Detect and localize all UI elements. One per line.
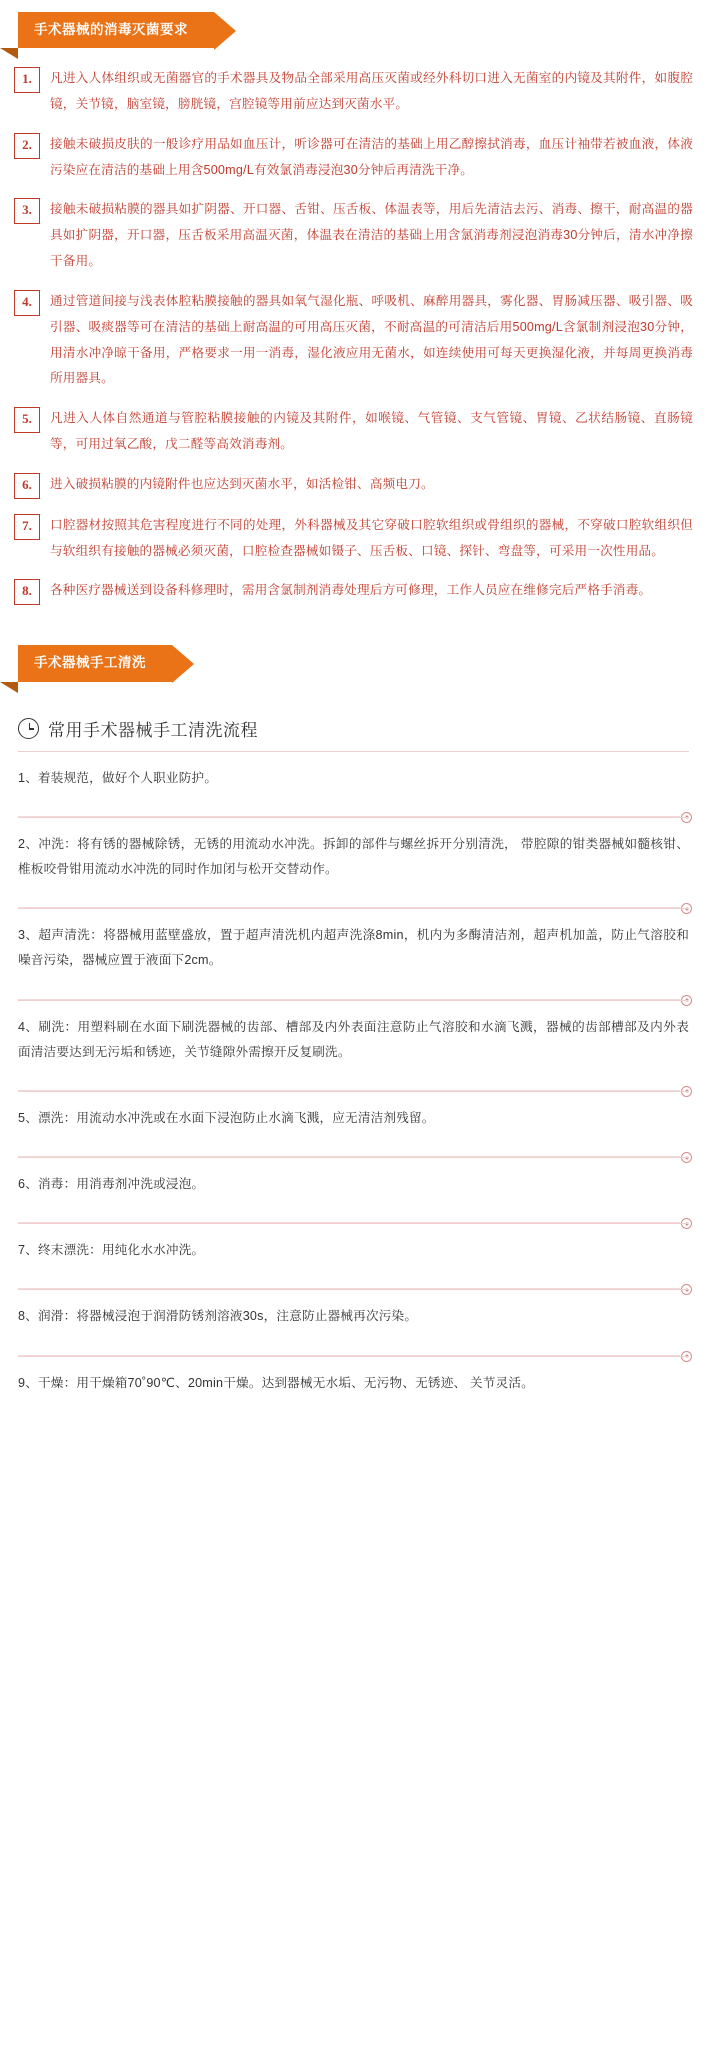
list-item-text: 接触未破损皮肤的一般诊疗用品如血压计，听诊器可在清洁的基础上用乙醇擦拭消毒，血压计袖带若被血液，体液污染应在清洁的基础上用含500mg/L有效氯消毒浸泡30分钟后再清洗干净。: [50, 136, 693, 177]
step-item: [18, 751, 689, 817]
list-item-number: [14, 407, 40, 433]
step-text: 6、消毒：用消毒剂冲洗或浸泡。: [18, 1177, 205, 1192]
list-item: [14, 578, 693, 605]
list-item: [14, 66, 693, 118]
step-text: 3、超声清洗：将器械用蓝壁盛放，置于超声清洗机内超声洗涤8min，机内为多酶清洁剂，超声机加盖，防止气溶胶和噪音污染，器械应置于液面下2cm。: [18, 928, 689, 968]
list-item-text: 各种医疗器械送到设备科修理时，需用含氯制剂消毒处理后方可修理，工作人员应在维修完后严格手消毒。: [50, 583, 652, 598]
list-item-number-text: 3.: [22, 202, 32, 218]
list-item-number-text: 8.: [22, 583, 32, 599]
list-item-text: 口腔器材按照其危害程度进行不同的处理，外科器械及其它穿破口腔软组织或骨组织的器械，不穿破口腔软组织但与软组织有接触的器械必须灭菌，口腔检查器械如镊子、压舌板、口镜、探针、弯盘等，可采用一次性用品。: [50, 517, 693, 558]
cleaning-steps-list: [18, 751, 689, 1406]
list-item: [14, 406, 693, 458]
clock-icon: [18, 718, 39, 739]
list-item-number-text: 6.: [22, 476, 32, 492]
requirements-list: [14, 66, 693, 605]
list-item-number-text: 7.: [22, 517, 32, 533]
step-text: 2、冲洗：将有锈的器械除锈，无锈的用流动水冲洗。拆卸的部件与螺丝拆开分别清洗， 带腔隙的钳类器械如髓核钳、椎板咬骨钳用流动水冲洗的同时作加闭与松开交替动作。: [18, 836, 689, 876]
section1-banner-label: 手术器械的消毒灭菌要求: [18, 12, 214, 48]
step-item: [18, 1289, 689, 1355]
list-item: [14, 513, 693, 565]
step-text: 5、漂洗：用流动水冲洗或在水面下浸泡防止水滴飞溅，应无清洁剂残留。: [18, 1110, 435, 1125]
list-item-number: [14, 514, 40, 540]
step-item: [18, 1091, 689, 1157]
ribbon-fold-shadow: [0, 682, 18, 693]
step-item: [18, 908, 689, 999]
list-item-number-text: 4.: [22, 293, 32, 309]
step-text: 9、干燥：用干燥箱70˚90℃、20min干燥。达到器械无水垢、无污物、无锈迹、 关节灵活。: [18, 1375, 534, 1390]
step-item: [18, 1356, 689, 1406]
section2-banner-label: 手术器械手工清洗: [18, 645, 172, 681]
step-text: 4、刷洗：用塑料刷在水面下刷洗器械的齿部、槽部及内外表面注意防止气溶胶和水滴飞溅，器械的齿部槽部及内外表面清洁要达到无污垢和锈迹，关节缝隙外需擦开反复刷洗。: [18, 1019, 689, 1059]
list-item: [14, 197, 693, 274]
step-item: [18, 1000, 689, 1091]
list-item-number: [14, 67, 40, 93]
flow-title: [18, 716, 689, 741]
step-item: [18, 1223, 689, 1289]
list-item-number-text: 5.: [22, 411, 32, 427]
section2-banner: [0, 645, 707, 681]
list-item: [14, 472, 693, 499]
list-item-text: 接触未破损粘膜的器具如扩阴器、开口器、舌钳、压舌板、体温表等，用后先清洁去污、消毒、擦干，耐高温的器具如扩阴器，开口器，压舌板采用高温灭菌，体温表在清洁的基础上用含氯消毒剂浸泡消毒30分钟后，清水冲净擦干备用。: [50, 202, 693, 269]
list-item: [14, 132, 693, 184]
flow-title-text: 常用手术器械手工清洗流程: [48, 720, 258, 740]
list-item-number: [14, 133, 40, 159]
ribbon-fold-shadow: [0, 48, 18, 59]
step-item: [18, 1157, 689, 1223]
article-page: [0, 12, 707, 2067]
step-text: 8、润滑：将器械浸泡于润滑防锈剂溶液30s，注意防止器械再次污染。: [18, 1309, 418, 1324]
list-item-number: [14, 473, 40, 499]
list-item-number: [14, 198, 40, 224]
list-item-number-text: 2.: [22, 136, 32, 152]
list-item-number: [14, 579, 40, 605]
list-item-text: 凡进入人体组织或无菌器官的手术器具及物品全部采用高压灭菌或经外科切口进入无菌室的内镜及其附件，如腹腔镜，关节镜，脑室镜，膀胱镜，宫腔镜等用前应达到灭菌水平。: [50, 71, 693, 111]
list-item: [14, 289, 693, 392]
list-item-text: 凡进入人体自然通道与管腔粘膜接触的内镜及其附件，如喉镜、气管镜、支气管镜、胃镜、乙状结肠镜、直肠镜等，可用过氧乙酸，戊二醛等高效消毒剂。: [50, 411, 693, 451]
step-text: 1、着装规范，做好个人职业防护。: [18, 770, 218, 785]
list-item-number: [14, 290, 40, 316]
list-item-number-text: 1.: [22, 71, 32, 87]
list-item-text: 进入破损粘膜的内镜附件也应达到灭菌水平，如活检钳、高频电刀。: [50, 476, 434, 491]
section1-banner: [0, 12, 707, 48]
list-item-text: 通过管道间接与浅表体腔粘膜接触的器具如氧气湿化瓶、呼吸机、麻醉用器具，雾化器、胃肠减压器、吸引器、吸引器、吸痰器等可在清洁的基础上耐高温的可用高压灭菌，不耐高温的可清洁后用500mg/L含氯制剂浸泡30分钟，用清水冲净晾干备用，严格要求一用一消毒，湿化液应用无菌水，如连续使用可每天更换湿化液，并每周更换消毒所用器具。: [50, 293, 693, 386]
step-text: 7、终末漂洗：用纯化水水冲洗。: [18, 1243, 205, 1258]
step-item: [18, 817, 689, 908]
